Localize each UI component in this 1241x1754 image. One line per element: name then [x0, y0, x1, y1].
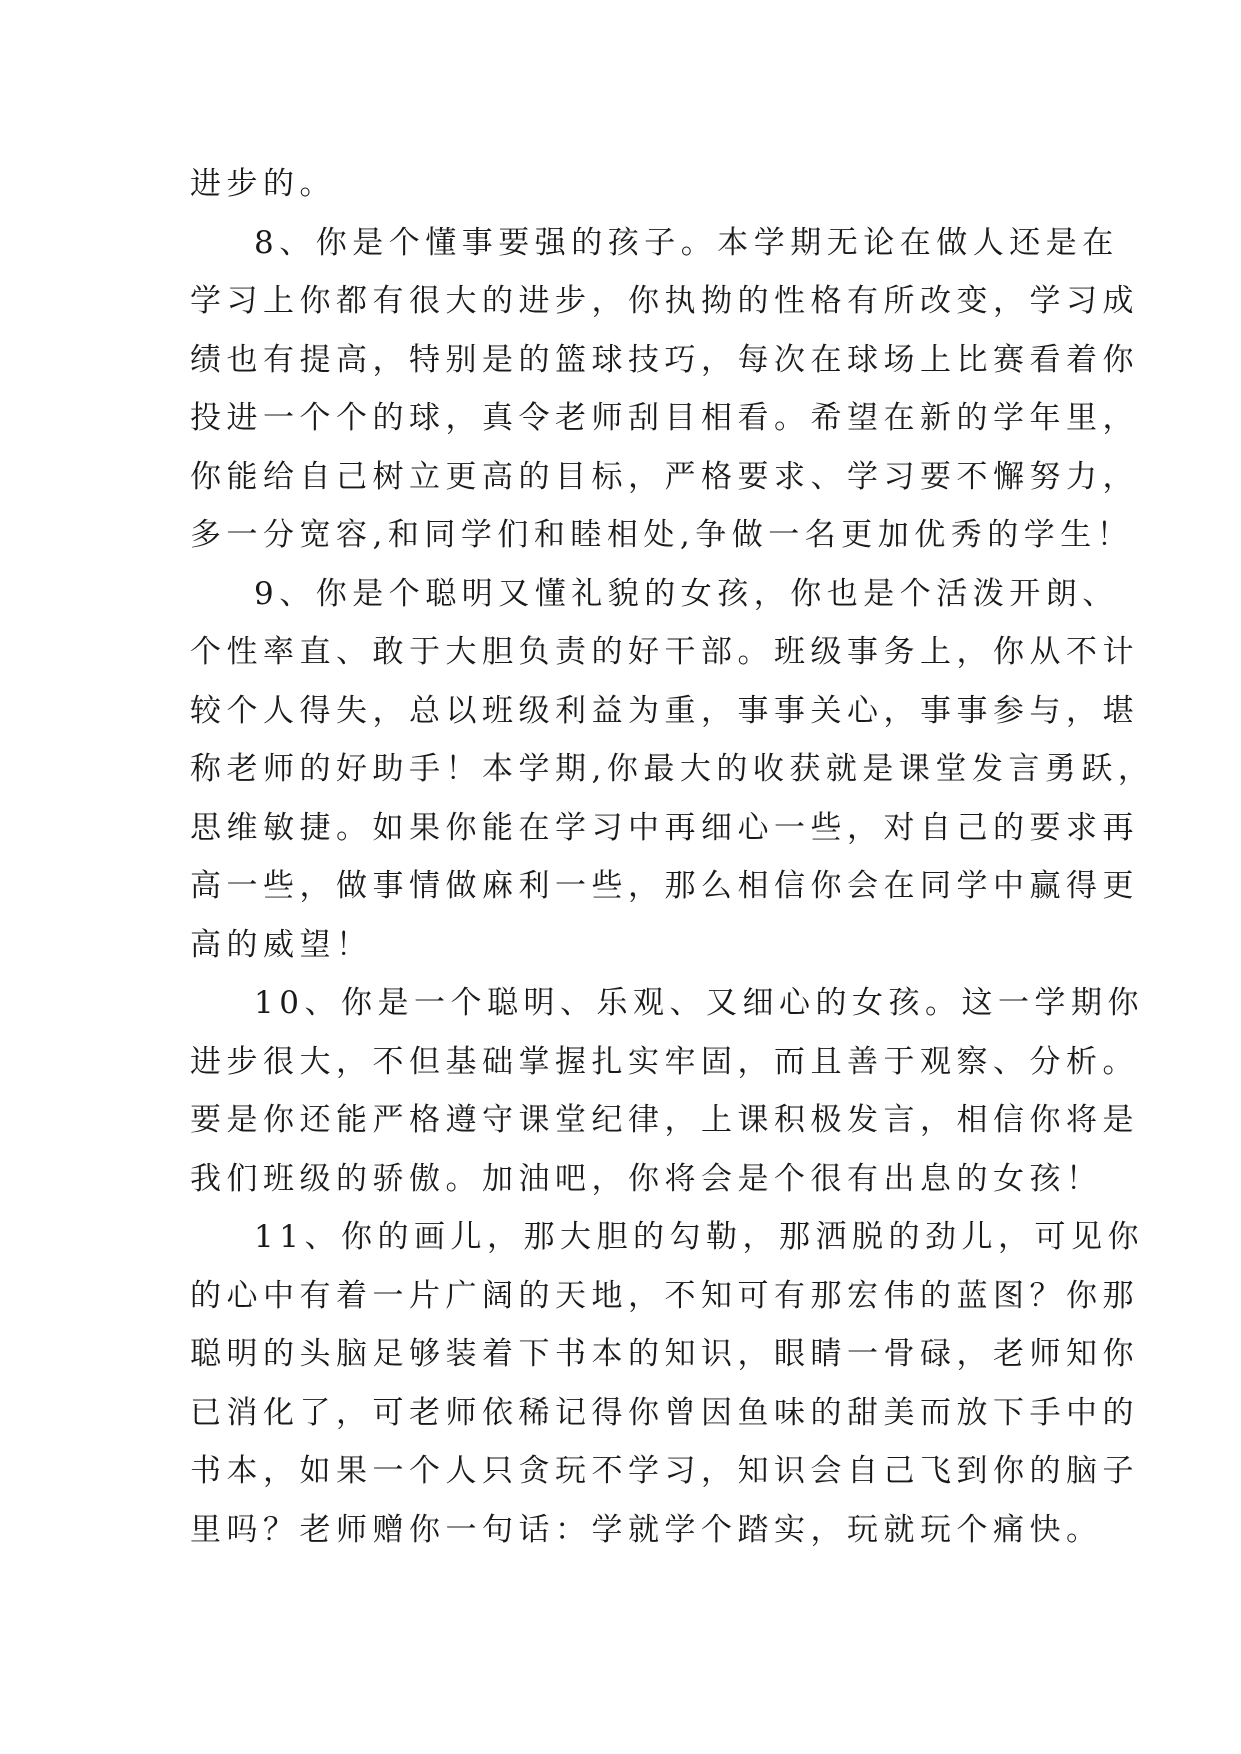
text-line: 9、你是个聪明又懂礼貌的女孩，你也是个活泼开朗、: [254, 575, 1119, 612]
text-line: 你能给自己树立更高的目标，严格要求、学习要不懈努力，: [190, 458, 1139, 495]
text-line: 高一些，做事情做麻利一些，那么相信你会在同学中赢得更: [190, 868, 1139, 904]
text-line: 进步很大，不但基础掌握扎实牢固，而且善于观察、分析。: [190, 1043, 1139, 1080]
text-line: 的心中有着一片广阔的天地，不知可有那宏伟的蓝图？你那: [190, 1277, 1139, 1314]
text-line: 较个人得失，总以班级利益为重，事事关心，事事参与，堪: [190, 692, 1139, 729]
text-line: 已消化了，可老师依稀记得你曾因鱼味的甜美而放下手中的: [190, 1394, 1139, 1431]
text-line: 进步的。: [190, 166, 336, 202]
body-text: [190, 155, 1155, 1559]
text-line: 里吗？老师赠你一句话：学就学个踏实，玩就玩个痛快。: [190, 1511, 1103, 1548]
text-line: 称老师的好助手！本学期,你最大的收获就是课堂发言勇跃，: [190, 751, 1155, 787]
text-line: 思维敏捷。如果你能在学习中再细心一些，对自己的要求再: [190, 809, 1139, 846]
text-line: 高的威望！: [190, 926, 373, 963]
text-line: 要是你还能严格遵守课堂纪律，上课积极发言，相信你将是: [190, 1102, 1139, 1138]
text-line: 我们班级的骄傲。加油吧，你将会是个很有出息的女孩！: [190, 1160, 1103, 1197]
text-line: 多一分宽容,和同学们和睦相处,争做一名更加优秀的学生！: [190, 517, 1134, 553]
text-line: 8、你是个懂事要强的孩子。本学期无论在做人还是在: [254, 224, 1119, 261]
text-line: 聪明的头脑足够装着下书本的知识，眼睛一骨碌，老师知你: [190, 1336, 1139, 1372]
text-line: 11、你的画儿，那大胆的勾勒，那洒脱的劲儿，可见你: [254, 1219, 1144, 1255]
text-line: 投进一个个的球，真令老师刮目相看。希望在新的学年里，: [190, 400, 1139, 436]
text-line: 个性率直、敢于大胆负责的好干部。班级事务上，你从不计: [190, 634, 1139, 670]
text-line: 绩也有提高，特别是的篮球技巧，每次在球场上比赛看着你: [190, 341, 1139, 378]
text-line: 书本，如果一个人只贪玩不学习，知识会自己飞到你的脑子: [190, 1453, 1139, 1489]
text-line: 10、你是一个聪明、乐观、又细心的女孩。这一学期你: [254, 985, 1144, 1021]
text-line: 学习上你都有很大的进步，你执拗的性格有所改变，学习成: [190, 283, 1139, 319]
